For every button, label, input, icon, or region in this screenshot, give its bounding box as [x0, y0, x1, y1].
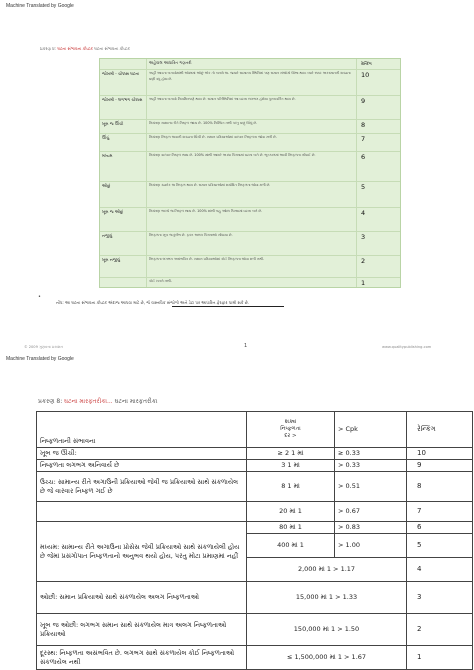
- row-label: ઓછું: [102, 183, 111, 188]
- row-description: ખૂબ જ ઓછી: લગભગ સમાન સાથે સંકળાયેલ માત્ર અલગ નિષ્ફળતાઓ પ્રક્રિયાઓ: [37, 614, 247, 646]
- row-label: મધ્યમ: [102, 153, 113, 158]
- table-row: [37, 448, 473, 460]
- table-row: [37, 582, 473, 614]
- table-row: [37, 472, 473, 502]
- row-probability: 80 માં 1: [247, 522, 335, 534]
- table-row: [37, 646, 473, 670]
- row-ratio: ≥ 0.33: [335, 448, 407, 460]
- occurrence-table-page2: [36, 411, 473, 670]
- row-rank: 7: [356, 134, 400, 151]
- row-ratio: > 0.33: [335, 460, 407, 472]
- row-ratio: > 0.67: [335, 502, 407, 522]
- row-label: જોખમી - ચોક્કસ ઘટના: [102, 71, 140, 76]
- row-rank: 2: [356, 256, 400, 277]
- table-row: [100, 207, 400, 231]
- table-row: [100, 277, 400, 287]
- row-rank: 6: [356, 152, 400, 181]
- row-rank: 10: [356, 70, 400, 95]
- row-description: નિયંત્રણ નિષ્ફળ જવાની શક્યતા ઊંચી છે. સમાન પ્રક્રિયાઓમાં વારંવાર નિષ્ફળતા જોવા મળી છે.: [146, 134, 356, 151]
- row-label: ખૂબ જ ઊંચી: [102, 121, 124, 126]
- title-main: ઘટના મારફતરીકા...: [64, 398, 113, 405]
- header-rank: રેન્કિંગ: [407, 412, 473, 448]
- title-prefix: પ્રકરણ 8:: [38, 398, 65, 405]
- row-description: અહીં આવતા બનાવો નિયમિતપણે થાય છે. સમાન પરિસ્થિતિમાં આ ઘટના લગભગ હંમેશા પુનરાવર્તિત થાય છે.: [146, 96, 356, 119]
- row-label: નજીવું: [102, 233, 113, 238]
- page1-subtitle: [40, 46, 130, 51]
- row-ratio: > 0.83: [335, 522, 407, 534]
- page2-title: [38, 398, 157, 406]
- row-label: ખૂબ નજીવું: [102, 257, 120, 262]
- row-description: નિયંત્રણ વારંવાર નિષ્ફળ થાય છે. 100% માંથી આશરે અડધા કિસ્સામાં ઘટના બને છે. ભૂતકાળમાં આવી નિષ્ફળતા નોંધાઈ છે.: [146, 152, 356, 181]
- row-description: નિયંત્રણ સામાન્ય રીતે નિષ્ફળ જાય છે. 100% નિશ્ચિત નથી પરંતુ ઘણું ઊંચું છે.: [146, 120, 356, 133]
- row-rank: 2: [407, 614, 473, 646]
- row-rank: 5: [356, 182, 400, 207]
- row-probability: 400 માં 1: [247, 534, 335, 558]
- subtitle-prefix: પ્રકરણ ૪:: [40, 46, 58, 51]
- header-cell-2: અહેવાલ આધારિત ગણતરી: [146, 59, 356, 69]
- row-description: દૂરસ્થ: નિષ્ફળતા અસંભવિત છે. લગભગ સાથે સંકળાયેલ કોઈ નિષ્ફળતાઓ સંકળાયેલ નથી: [37, 646, 247, 670]
- row-rank: 5: [407, 534, 473, 558]
- table-row: [100, 255, 400, 277]
- row-description: અહીં આવતા બનાવોમાંથી ઓછામાં ઓછું એક તો બનશે જ. જ્યારે સામાન્ય સ્થિતિમાં પણ સમાન સંજોગો ઊભા થાય ત્યારે સ્પષ્ટ અકસ્માતની શક્યતા ઘણી વધુ હોય છે.: [146, 70, 356, 95]
- row-description: નિષ્ફળતા લગભગ અસંભવિત છે. સમાન પ્રક્રિયાઓમાં કોઈ નિષ્ફળતા જોવા મળી નથી.: [146, 256, 356, 277]
- header-ratio: > Cpk: [335, 412, 407, 448]
- note-bullet: •: [38, 294, 41, 300]
- table-row: [100, 151, 400, 181]
- row-rank: 3: [407, 582, 473, 614]
- row-label: ઊંચું: [102, 135, 110, 140]
- table-row: [100, 95, 400, 119]
- machine-translated-label: Machine Translated by Google: [6, 3, 74, 9]
- row-probability: 15,000 માં 1 > 1.33: [247, 582, 407, 614]
- row-probability: 2,000 માં 1 > 1.17: [247, 558, 407, 582]
- row-description: મધ્યમ: સામાન્ય રીતે અગાઉના પ્રોસેસ જેવી પ્રક્રિયાઓ સાથે સંકળાયેલી હોય છે જેમાં પ્રસંગોપાત નિષ્ફળતાનો અનુભવ થયો હોય, પરંતુ મોટા પ્રમાણમાં નહીં: [37, 522, 247, 582]
- row-label: [100, 278, 146, 287]
- occurrence-table-page1: [99, 58, 401, 288]
- row-description: ખૂબ જ ઊંચી:: [37, 448, 247, 460]
- header-description: [37, 412, 247, 448]
- table-row: [37, 502, 473, 522]
- row-rank: 8: [407, 472, 473, 502]
- footer-copyright: © 2009 ગુણવત્તા પ્રકાશન: [24, 345, 63, 349]
- row-probability: 8 1 માં: [247, 472, 335, 502]
- header-prob-val: દર >: [284, 433, 297, 439]
- row-ratio: > 0.51: [335, 472, 407, 502]
- row-description: ઉચ્ચ: સામાન્ય રીતે અગાઉની પ્રક્રિયાઓ જેવી જ પ્રક્રિયાઓ સાથે સંકળાયેલ છે જે વારંવાર નિષ્ફળ ગઈ છે: [37, 472, 247, 502]
- row-rank: 6: [407, 522, 473, 534]
- table-note: નોંધ: આ ઘટના સંભાવના કોષ્ટક અંદાજ આપવા માટે છે, જે વાસ્તવિક સંજોગો અને ડેટા પર આધારિત ફેરફાર પામી શકે છે.: [56, 300, 250, 305]
- row-rank: 4: [407, 558, 473, 582]
- header-prob-top: શક્ય: [284, 419, 297, 425]
- page-number: 1: [244, 343, 248, 349]
- row-probability: ≤ 1,500,000 માં 1 > 1.67: [247, 646, 407, 670]
- footer-website: www.qualitypublishing.com: [382, 345, 432, 349]
- machine-translated-label-2: Machine Translated by Google: [6, 356, 74, 362]
- header-probability: [247, 412, 335, 448]
- table-row: [37, 522, 473, 534]
- row-rank: 8: [356, 120, 400, 133]
- row-description: ઓછી: સમાન પ્રક્રિયાઓ સાથે સંકળાયેલ અલગ નિષ્ફળતાઓ: [37, 582, 247, 614]
- subtitle-suffix: ઘટના સંભાવના કોષ્ટક: [93, 46, 130, 51]
- row-probability: 150,000 માં 1 > 1.50: [247, 614, 407, 646]
- row-ratio: > 1.00: [335, 534, 407, 558]
- row-label: જોખમી - લગભગ ચોક્કસ: [102, 97, 143, 102]
- row-rank: 9: [407, 460, 473, 472]
- row-description: [37, 502, 247, 522]
- table-row: [37, 460, 473, 472]
- subtitle-main: ઘટના સંભાવના કોષ્ટક: [57, 46, 94, 51]
- row-rank: 9: [356, 96, 400, 119]
- table-row: [100, 181, 400, 207]
- table-row: [100, 133, 400, 151]
- note-underline: [172, 306, 284, 307]
- table-row: [100, 231, 400, 255]
- table-header-row: [37, 412, 473, 448]
- row-rank: 1: [356, 278, 400, 287]
- table-row: [100, 69, 400, 95]
- row-description: નિષ્ફળતા ખૂબ જ દુર્લભ છે. ફક્ત અલગ કિસ્સાઓ નોંધાયા છે.: [146, 232, 356, 255]
- header-cell-1: [100, 59, 146, 69]
- title-suffix: ઘટના મારફતરીકા: [112, 398, 158, 405]
- row-probability: ≥ 2 1 માં: [247, 448, 335, 460]
- row-description: નિયંત્રણ ક્યારેક જ નિષ્ફળ થાય છે. સમાન પ્રક્રિયાઓમાં મર્યાદિત નિષ્ફળતા જોવા મળી છે.: [146, 182, 356, 207]
- row-rank: 10: [407, 448, 473, 460]
- table-header-row: [100, 59, 400, 69]
- row-rank: 7: [407, 502, 473, 522]
- row-description: કોઈ ખતરો નથી.: [146, 278, 356, 287]
- row-label: ખૂબ જ ઓછું: [102, 209, 124, 214]
- row-rank: 3: [356, 232, 400, 255]
- header-description-text: નિષ્ફળતાની સંભાવના: [40, 437, 96, 445]
- table-row: [100, 119, 400, 133]
- header-cell-3: રેન્કિંગ: [356, 59, 400, 69]
- row-probability: 3 1 માં: [247, 460, 335, 472]
- header-prob-mid: નિષ્ફળતા: [280, 426, 301, 432]
- row-rank: 1: [407, 646, 473, 670]
- row-rank: 4: [356, 208, 400, 231]
- row-description: નિષ્ફળતા લગભગ અનિવાર્ય છે: [37, 460, 247, 472]
- table-row: [37, 614, 473, 646]
- row-probability: 20 માં 1: [247, 502, 335, 522]
- row-description: નિયંત્રણ ભાગ્યે જ નિષ્ફળ થાય છે. 100% માંથી બહુ ઓછા કિસ્સામાં ઘટના બને છે.: [146, 208, 356, 231]
